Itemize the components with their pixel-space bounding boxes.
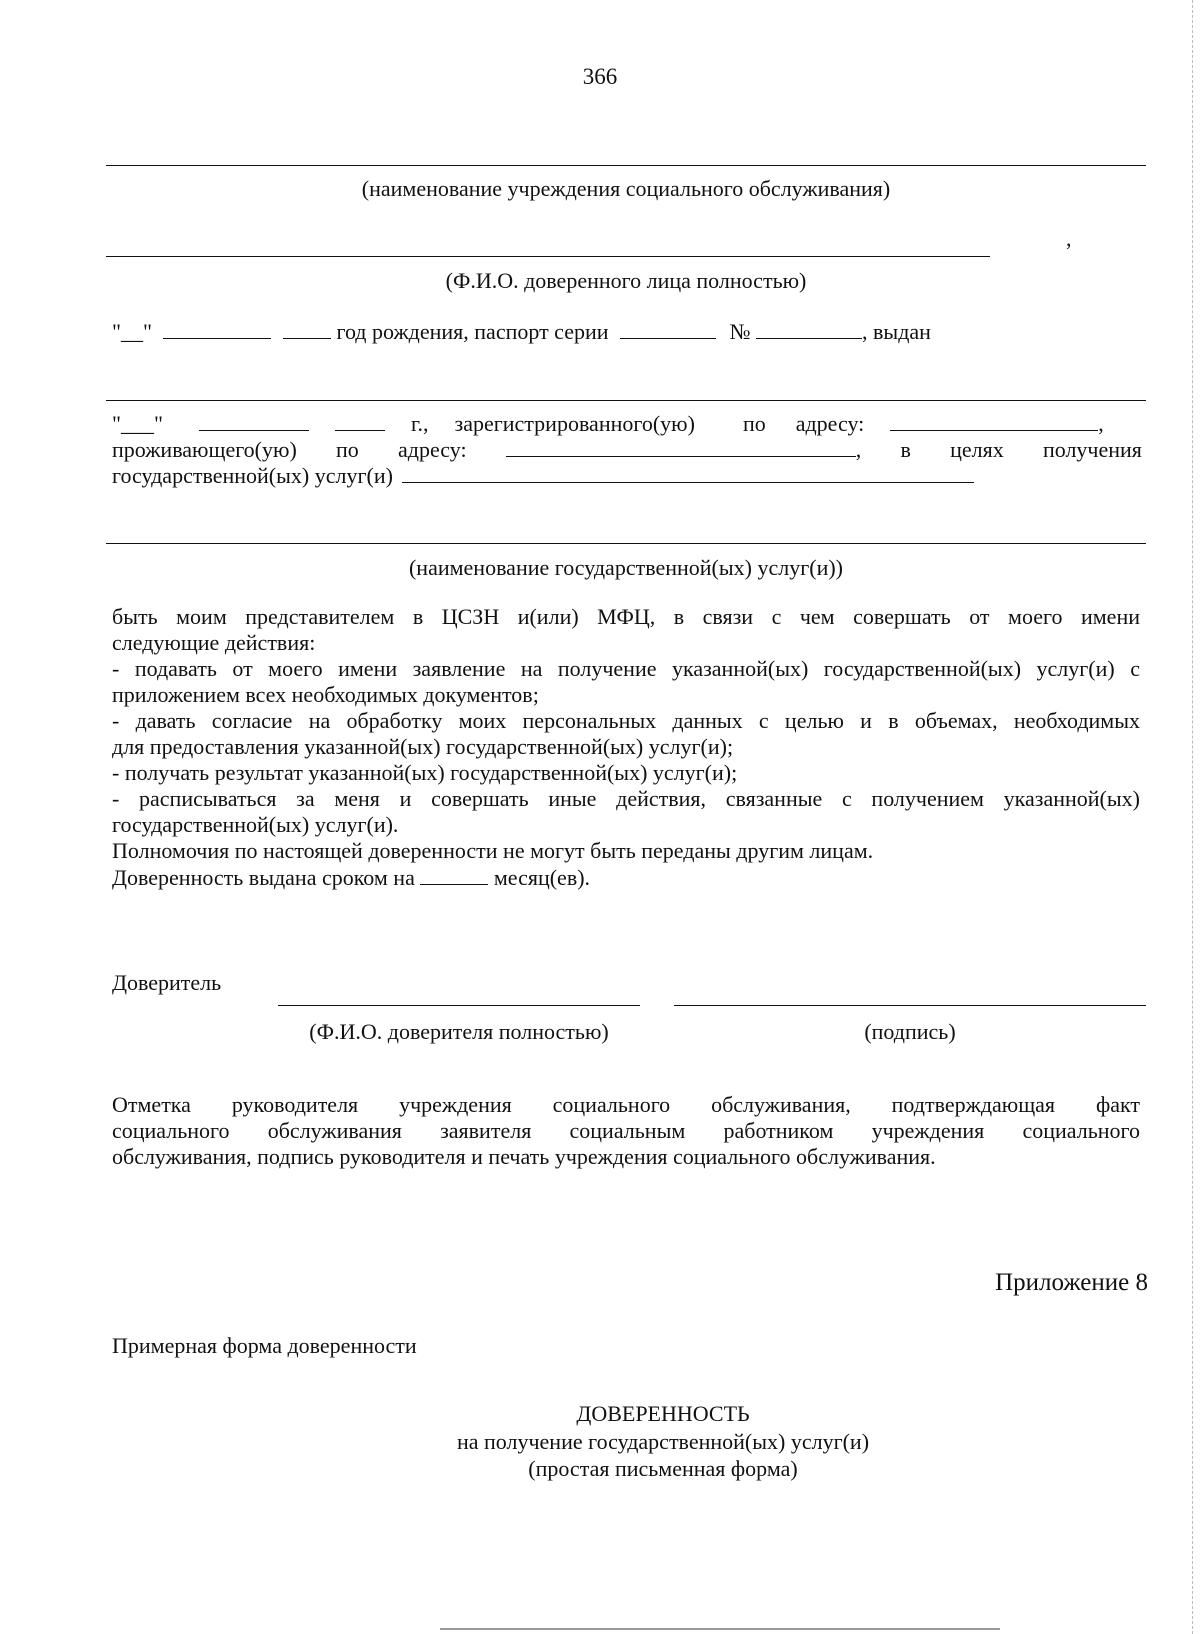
institution-line	[106, 165, 1146, 166]
body-line: - получать результат указанной(ых) государственной(ых) услуг(и);	[112, 760, 738, 785]
doc-form-type: (простая письменная форма)	[528, 1456, 798, 1481]
residing-row	[112, 436, 1142, 463]
body-line: быть моим представителем в ЦСЗН и(или) МФЦ, в связи с чем совершать от моего имени	[112, 604, 1140, 629]
reg-year-label: г.,	[410, 411, 429, 436]
trustee-caption: (Ф.И.О. доверенного лица полностью)	[445, 268, 807, 293]
appendix-label: Приложение 8	[995, 1269, 1148, 1296]
institution-caption: (наименование учреждения социального обслуживания)	[361, 176, 891, 201]
doc-title: ДОВЕРЕННОСТЬ	[576, 1401, 750, 1426]
services-label: государственной(ых) услуг(и)	[112, 463, 393, 488]
signature-caption: (подпись)	[864, 1019, 956, 1044]
note-line: Отметка руководителя учреждения социального обслуживания, подтверждающая факт	[112, 1092, 1140, 1117]
trustee-comma: ,	[1066, 226, 1072, 251]
birth-month-field[interactable]	[163, 318, 271, 339]
passport-series-field[interactable]	[620, 318, 716, 339]
scan-bottom-edge	[440, 1628, 1000, 1630]
term-suffix: месяц(ев).	[493, 865, 591, 890]
reg-address-field[interactable]	[890, 410, 1098, 431]
term-prefix: Доверенность выдана сроком на	[112, 865, 415, 890]
live-address-label: адресу:	[397, 437, 467, 462]
reg-year-field[interactable]	[335, 410, 385, 431]
birth-text: год рождения, паспорт серии	[336, 319, 609, 344]
live-obtain-label: получения	[1042, 437, 1142, 462]
manager-note	[112, 1092, 1140, 1170]
reg-registered-label: зарегистрированного(ую)	[454, 411, 695, 436]
term-line	[112, 864, 1140, 891]
reg-comma: ,	[1098, 411, 1104, 436]
body-line: государственной(ых) услуг(и).	[112, 812, 399, 837]
reg-day-quote: "___"	[112, 411, 163, 436]
live-purpose-label: целях	[950, 437, 1004, 462]
principal-label: Доверитель	[112, 970, 222, 995]
live-address-field[interactable]	[506, 436, 856, 457]
term-field[interactable]	[420, 864, 488, 885]
body-line: для предоставления указанной(ых) государственной(ых) услуг(и);	[112, 734, 734, 759]
birth-passport-row	[112, 318, 931, 345]
principal-name-caption: (Ф.И.О. доверителя полностью)	[309, 1019, 609, 1044]
form-label: Примерная форма доверенности	[112, 1333, 417, 1358]
number-sign: №	[729, 319, 751, 344]
live-by-label: по	[335, 437, 359, 462]
body-line: приложением всех необходимых документов;	[112, 682, 539, 707]
body-line: - подавать от моего имени заявление на получение указанной(ых) государственной(ых) услуг(и) с	[112, 656, 1140, 681]
live-comma: ,	[855, 437, 862, 462]
services-caption: (наименование государственной(ых) услуг(и))	[408, 555, 844, 580]
note-line: обслуживания, подпись руководителя и печать учреждения социального обслуживания.	[112, 1144, 936, 1169]
body-line: - давать согласие на обработку моих персональных данных с целью и в объемах, необходимых	[112, 708, 1140, 733]
live-residing-label: проживающего(ую)	[112, 437, 297, 462]
trustee-line	[106, 256, 990, 257]
body-line: - расписываться за меня и совершать иные действия, связанные с получением указанной(ых)	[112, 786, 1140, 811]
services-row	[112, 462, 974, 489]
services-line	[106, 543, 1146, 544]
reg-month-field[interactable]	[199, 410, 309, 431]
birth-day-quote: "__"	[112, 319, 152, 344]
birth-year-field[interactable]	[283, 318, 331, 339]
passport-number-field[interactable]	[756, 318, 862, 339]
live-in-label: в	[900, 437, 911, 462]
principal-name-line[interactable]	[278, 1005, 640, 1006]
doc-subtitle: на получение государственной(ых) услуг(и)	[456, 1429, 870, 1454]
issued-by-line	[106, 400, 1146, 401]
reg-address-label: адресу:	[795, 411, 865, 436]
principal-signature-line[interactable]	[674, 1005, 1146, 1006]
powers-paragraph	[112, 604, 1140, 891]
reg-by-label: по	[742, 411, 766, 436]
note-line: социального обслуживания заявителя социальным работником учреждения социального	[112, 1118, 1140, 1143]
page-number: 366	[582, 64, 618, 89]
body-line: Полномочия по настоящей доверенности не могут быть переданы другим лицам.	[112, 838, 874, 863]
registration-row	[112, 410, 1142, 437]
body-line: следующие действия:	[112, 630, 316, 655]
scan-edge	[1192, 0, 1193, 1634]
issued-label: , выдан	[862, 319, 931, 344]
services-field[interactable]	[402, 462, 974, 483]
